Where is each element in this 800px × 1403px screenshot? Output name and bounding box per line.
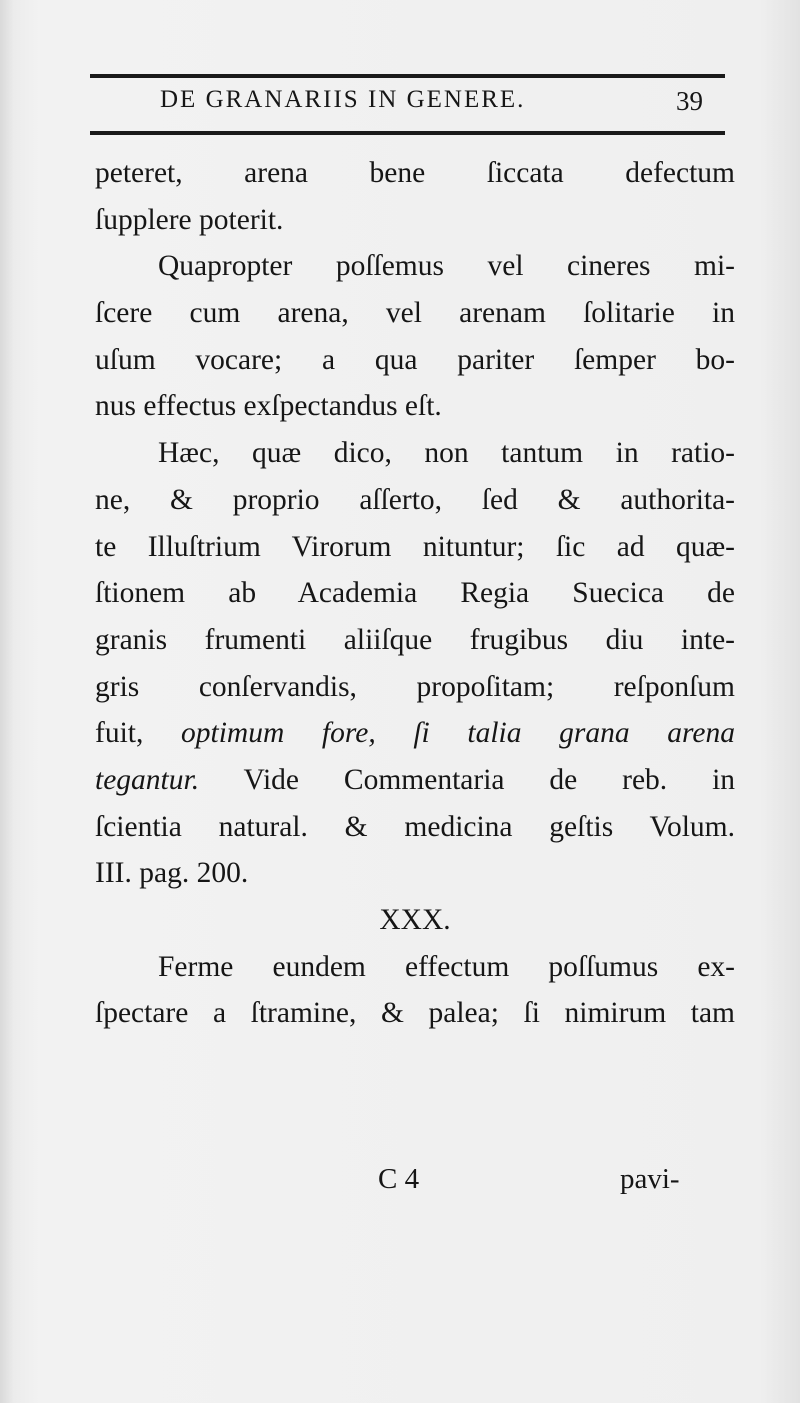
quoted-italic-text: optimum fore, ſi talia grana arena (181, 717, 735, 750)
text-line: ſtionem ab Academia Regia Suecica de (95, 577, 735, 610)
text-line: Ferme eundem effectum poſſumus ex- (158, 950, 735, 983)
header-rule-top (90, 74, 725, 78)
text-line: te Illuſtrium Virorum nituntur; ſic ad quæ- (95, 530, 735, 563)
running-title: DE GRANARIIS IN GENERE. (160, 86, 526, 113)
text-line: uſum vocare; a qua pariter ſemper bo- (95, 343, 735, 376)
header-rule-bottom (90, 131, 725, 135)
text-line: gris conſervandis, propoſitam; reſponſum (95, 670, 735, 703)
text-line: Quapropter poſſemus vel cineres mi- (158, 250, 735, 283)
text-line: ſcientia natural. & medicina geſtis Volum. (95, 810, 735, 843)
page-footer (0, 1163, 800, 1203)
text-fragment: Vide Commentaria de reb. in (243, 763, 736, 796)
text-line: ne, & proprio aſſerto, ſed & authorita- (95, 483, 735, 516)
quoted-italic-text: tegantur. (95, 763, 200, 796)
page-number: 39 (676, 86, 703, 116)
text-line-mixed (95, 757, 735, 804)
signature-mark: C 4 (378, 1163, 420, 1195)
text-line: III. pag. 200. (95, 857, 249, 890)
text-line: ſupplere poterit. (95, 203, 284, 236)
text-line: peteret, arena bene ſiccata defectum (95, 157, 735, 189)
text-line: granis frumenti aliiſque frugibus diu inte- (95, 623, 735, 656)
running-head (0, 86, 800, 122)
text-line: nus effectus exſpectandus eſt. (95, 390, 442, 423)
text-line-mixed (95, 710, 735, 757)
text-line: ſpectare a ſtramine, & palea; ſi nimirum tam (95, 997, 735, 1030)
catchword: pavi- (620, 1163, 680, 1195)
section-number: XXX. (379, 904, 451, 936)
text-fragment: fuit, (95, 717, 144, 750)
body-text (95, 150, 735, 1037)
text-line: ſcere cum arena, vel arenam ſolitarie in (95, 297, 735, 330)
text-line: Hæc, quæ dico, non tantum in ratio- (158, 437, 735, 470)
